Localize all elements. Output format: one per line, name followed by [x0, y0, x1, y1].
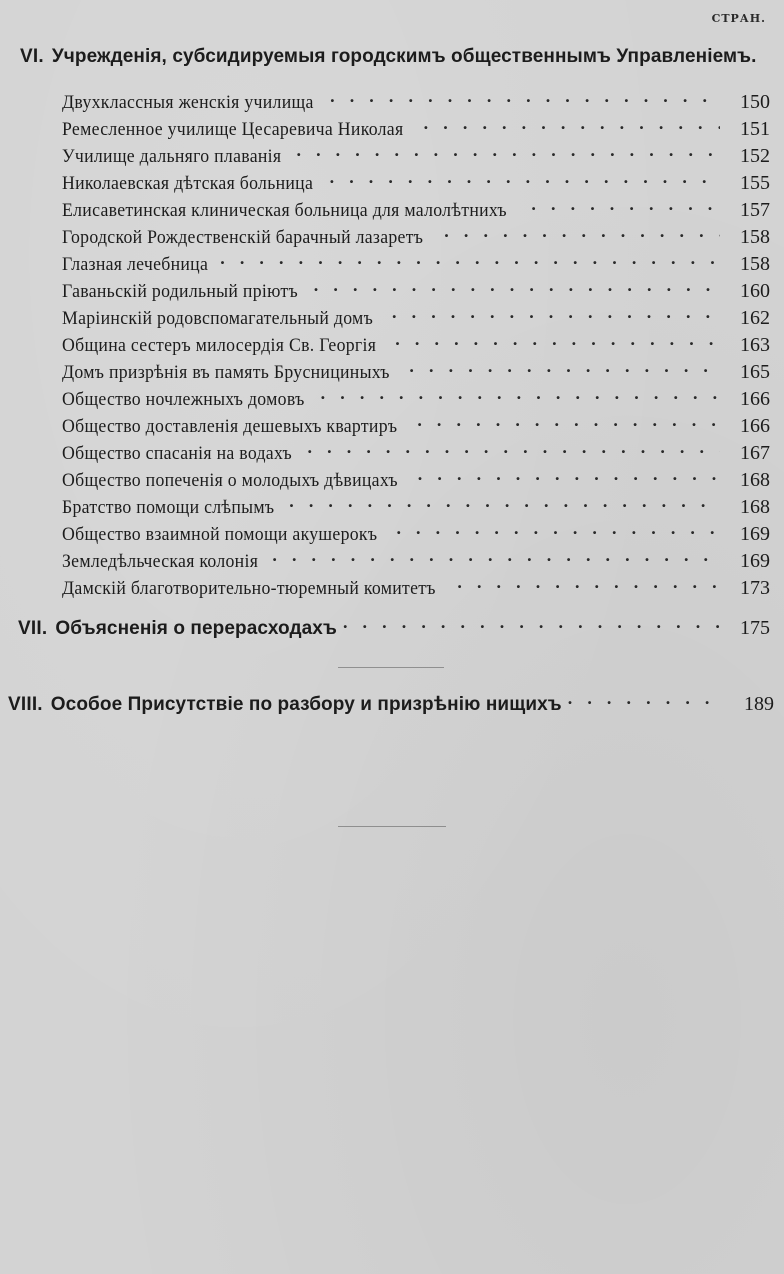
dot-leader	[457, 572, 720, 594]
toc-entry	[62, 302, 770, 330]
entry-label: Глазная лечебница	[62, 255, 209, 275]
toc-entry	[62, 464, 770, 492]
toc-entry	[62, 437, 770, 465]
entry-label: Общество ночлежныхъ домовъ	[62, 390, 305, 410]
entry-page: 151	[740, 118, 770, 140]
section-heading-viii	[8, 688, 774, 716]
entry-label: Домъ призрѣнія въ память Бруснициныхъ	[62, 363, 390, 383]
toc-entry	[62, 167, 770, 195]
page-column-header: СТРАН.	[711, 12, 766, 25]
dot-leader	[314, 275, 720, 297]
dot-leader	[330, 86, 720, 108]
dot-leader	[568, 688, 724, 710]
dot-leader	[417, 410, 720, 432]
entry-label: Братство помощи слѣпымъ	[62, 498, 275, 518]
entry-page: 160	[740, 280, 770, 302]
divider-rule	[338, 826, 446, 827]
entry-label: Общество спасанія на водахъ	[62, 444, 292, 464]
entry-label: Общество доставленія дешевыхъ квартиръ	[62, 417, 398, 437]
entry-label: Общество попеченія о молодыхъ дѣвицахъ	[62, 471, 398, 491]
toc-entry	[62, 572, 770, 600]
entry-page: 168	[740, 496, 770, 518]
section-page: 189	[744, 693, 774, 715]
entry-label: Училище дальняго плаванія	[62, 147, 282, 167]
entry-page: 166	[740, 415, 770, 437]
entry-page: 157	[740, 199, 770, 221]
entry-page: 163	[740, 334, 770, 356]
dot-leader	[272, 545, 720, 567]
entry-label: Елисаветинская клиническая больница для малолѣтнихъ	[62, 201, 507, 221]
toc-entry	[62, 113, 770, 141]
dot-leader	[321, 383, 720, 405]
toc-entry	[62, 248, 770, 276]
entry-page: 158	[740, 253, 770, 275]
section-title: Учрежденія, субсидируемыя городскимъ общественнымъ Управленіемъ.	[51, 46, 757, 67]
entry-label: Маріинскій родовспомагательный домъ	[62, 309, 374, 329]
dot-leader	[330, 167, 720, 189]
section-title: Объясненія о перерасходахъ	[55, 618, 337, 639]
entry-page: 169	[740, 523, 770, 545]
entry-label: Земледѣльческая колонія	[62, 552, 259, 572]
dot-leader	[289, 491, 720, 513]
dot-leader	[392, 302, 720, 324]
dot-leader	[424, 113, 720, 135]
section-number: VIII.	[8, 694, 43, 715]
entry-page: 162	[740, 307, 770, 329]
dot-leader	[308, 437, 720, 459]
dot-leader	[444, 221, 720, 243]
entry-page: 173	[740, 577, 770, 599]
toc-entry	[62, 356, 770, 384]
dot-leader	[296, 140, 720, 162]
entry-page: 166	[740, 388, 770, 410]
section-page: 175	[740, 617, 770, 639]
entry-page: 167	[740, 442, 770, 464]
entry-page: 155	[740, 172, 770, 194]
entry-label: Ремесленное училище Цесаревича Николая	[62, 120, 404, 140]
dot-leader	[395, 329, 720, 351]
section-number: VII.	[18, 618, 48, 639]
toc-entry	[62, 545, 770, 573]
dot-leader	[343, 612, 720, 634]
entry-page: 158	[740, 226, 770, 248]
entry-page: 152	[740, 145, 770, 167]
dot-leader	[220, 248, 720, 270]
entry-page: 168	[740, 469, 770, 491]
toc-entry	[62, 491, 770, 519]
entry-label: Общество взаимной помощи акушерокъ	[62, 525, 378, 545]
toc-entry	[62, 221, 770, 249]
section-heading-vii	[18, 612, 770, 640]
section-heading-vi	[20, 46, 764, 68]
dot-leader	[531, 194, 720, 216]
dot-leader	[418, 464, 720, 486]
toc-entry	[62, 140, 770, 168]
dot-leader	[396, 518, 720, 540]
dot-leader	[409, 356, 720, 378]
entry-label: Община сестеръ милосердія Св. Георгія	[62, 336, 377, 356]
section-title: Особое Присутствіе по разбору и призрѣнію нищихъ	[50, 694, 562, 715]
toc-entry	[62, 518, 770, 546]
entry-page: 169	[740, 550, 770, 572]
toc-entry	[62, 383, 770, 411]
entry-label: Николаевская дѣтская больница	[62, 174, 314, 194]
toc-entry	[62, 194, 770, 222]
toc-entry	[62, 329, 770, 357]
divider-rule	[338, 667, 444, 668]
entry-page: 150	[740, 91, 770, 113]
entry-label: Гаваньскій родильный пріютъ	[62, 282, 298, 302]
entry-label: Дамскій благотворительно-тюремный комитетъ	[62, 579, 436, 599]
section-number: VI.	[20, 46, 44, 67]
toc-entry	[62, 410, 770, 438]
entry-page: 165	[740, 361, 770, 383]
toc-entry	[62, 275, 770, 303]
entry-label: Двухклассныя женскія училища	[62, 93, 314, 113]
entry-label: Городской Рождественскій барачный лазаретъ	[62, 228, 424, 248]
toc-entry	[62, 86, 770, 114]
